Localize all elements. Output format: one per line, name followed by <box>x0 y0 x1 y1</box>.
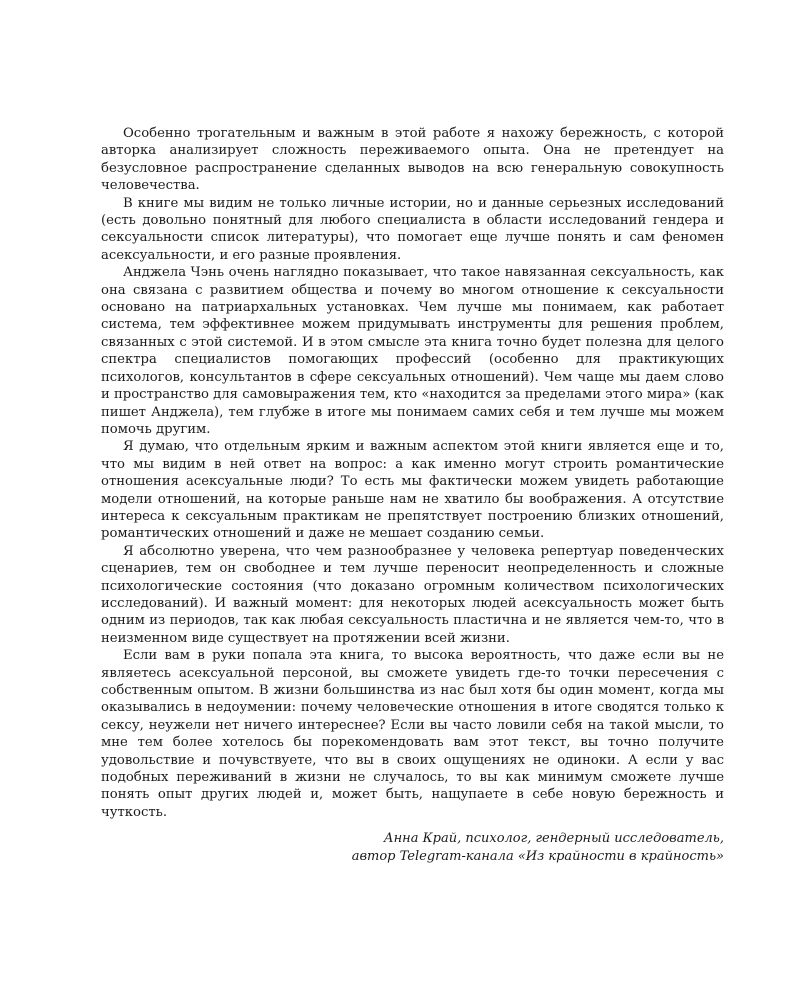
document-page <box>101 125 724 865</box>
signature-line-2: автор Telegram-канала «Из крайности в крайность» <box>351 848 724 864</box>
paragraph-3: Анджела Чэнь очень наглядно показывает, что такое навязанная сексуальность, как она связана с развитием общества и почему во многом отношение к сексуальности основано на патриархальных установках. Чем лучше мы понимаем, как работает система, тем эффективнее можем придумывать инструменты для решения проблем, связанных с этой системой. И в этом смысле эта книга точно будет полезна для целого спектра специалистов помогающих профессий (особенно для практикующих психологов, консультантов в сфере сексуальных отношений). Чем чаще мы даем слово и пространство для самовыражения тем, кто «находится за пределами этого мира» (как пишет Анджела), тем глубже в итоге мы понимаем самих себя и тем лучше мы можем помочь другим. <box>101 265 724 437</box>
paragraph-6: Если вам в руки попала эта книга, то высока вероятность, что даже если вы не являетесь асексуальной персоной, вы сможете увидеть где-то точки пересечения с собственным опытом. В жизни большинства из нас был хотя бы один момент, когда мы оказывались в недоумении: почему человеческие отношения в итоге сводятся только к сексу, неужели нет ничего интереснее? Если вы часто ловили себя на такой мысли, то мне тем более хотелось бы порекомендовать вам этот текст, вы точно получите удовольствие и почувствуете, что вы в своих ощущениях не одиноки. А если у вас подобных переживаний в жизни не случалось, то вы как минимум сможете лучше понять опыт других людей и, может быть, нащупаете в себе новую бережность и чуткость. <box>101 648 724 820</box>
paragraph-4: Я думаю, что отдельным ярким и важным аспектом этой книги является еще и то, что мы видим в ней ответ на вопрос: а как именно могут строить романтические отношения асексуальные люди? То есть мы фактически можем увидеть работающие модели отношений, на которые раньше нам не хватило бы воображения. А отсутствие интереса к сексуальным практикам не препятствует построению близких отношений, романтических отношений и даже не мешает созданию семьи. <box>101 439 724 542</box>
paragraph-2: В книге мы видим не только личные истории, но и данные серьезных исследований (есть довольно понятный для любого специалиста в области исследований гендера и сексуальности список литературы), что помогает еще лучше понять и сам феномен асексуальности, и его разные проявления. <box>101 195 724 263</box>
paragraph-1: Особенно трогательным и важным в этой работе я нахожу бережность, с которой авторка анализирует сложность переживаемого опыта. Она не претендует на безусловное распространение сделанных выводов на всю генеральную совокупность человечества. <box>101 126 724 194</box>
paragraph-5: Я абсолютно уверена, что чем разнообразнее у человека репертуар поведенческих сценариев, тем он свободнее и тем лучше переносит неопределенность и сложные психологические состояния (что доказано огромным количеством психологических исследований). И важный момент: для некоторых людей асексуальность может быть одним из периодов, так как любая сексуальность пластична и не является чем-то, что в неизменном виде существует на протяжении всей жизни. <box>101 543 724 646</box>
signature-line-1: Анна Край, психолог, гендерный исследователь, <box>383 831 724 847</box>
signature <box>101 830 724 865</box>
